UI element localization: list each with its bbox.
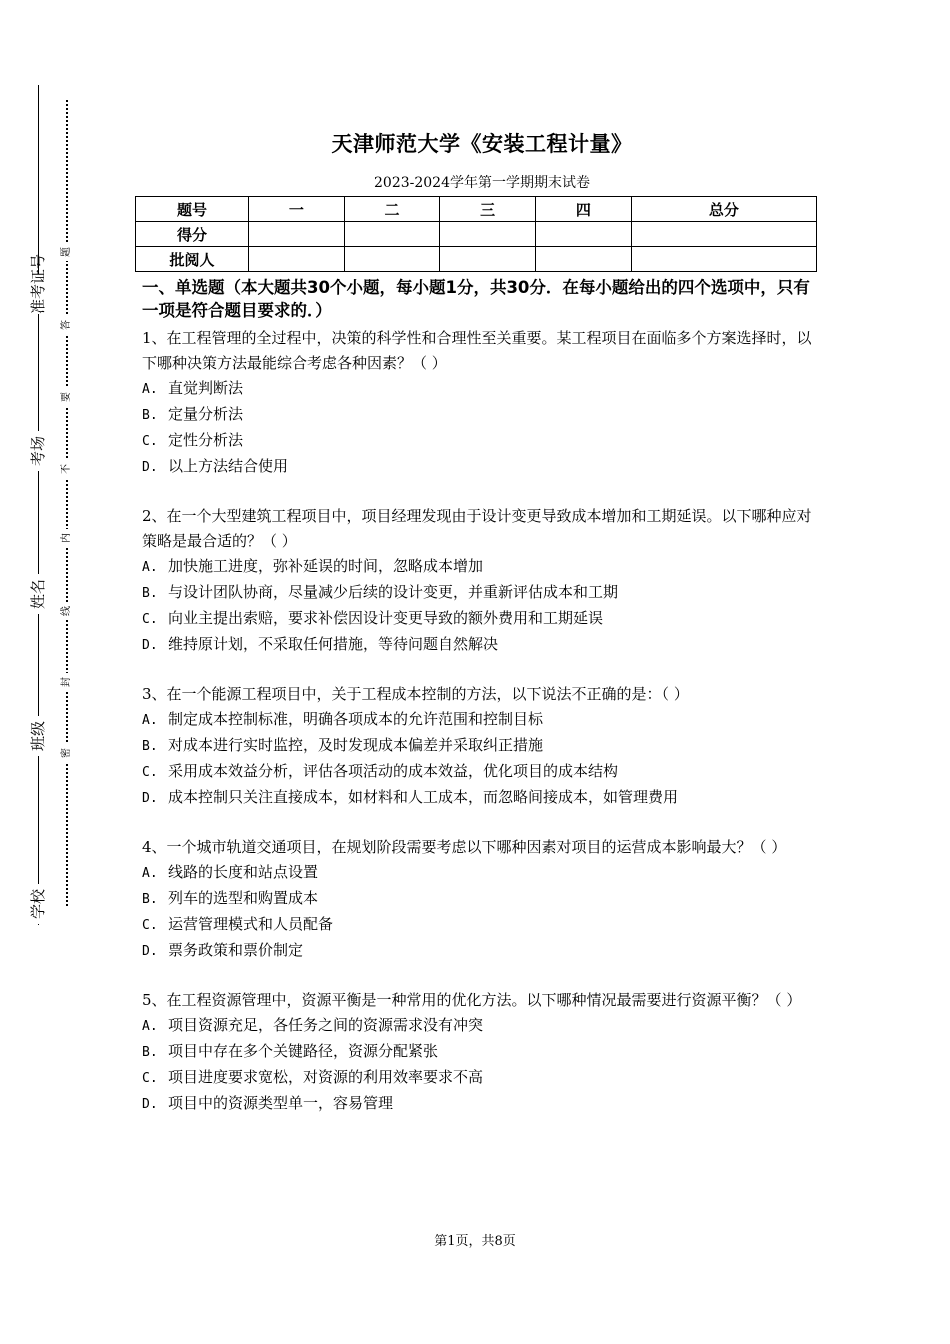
option-c[interactable] <box>142 759 822 785</box>
option-c[interactable] <box>142 1065 822 1091</box>
question-2 <box>142 504 822 658</box>
section-heading: 一、单选题（本大题共30个小题，每小题1分，共30分．在每小题给出的四个选项中，只有一项是符合题目要求的．） <box>142 278 810 320</box>
score-col-header: 题号 <box>136 197 249 222</box>
option-d[interactable] <box>142 938 822 964</box>
score-cell <box>631 247 816 272</box>
option-text: 成本控制只关注直接成本，如材料和人工成本，而忽略间接成本，如管理费用 <box>168 788 679 806</box>
option-text: 与设计团队协商，尽量减少后续的设计变更，并重新评估成本和工期 <box>168 583 619 601</box>
option-letter: C. <box>142 765 158 780</box>
option-text: 线路的长度和站点设置 <box>168 863 319 881</box>
option-a[interactable] <box>142 707 822 733</box>
question-stem: 2、在一个大型建筑工程项目中，项目经理发现由于设计变更导致成本增加和工期延误。以下哪种应对策略是最合适的？（ ） <box>142 507 812 550</box>
option-text: 项目中存在多个关键路径，资源分配紧张 <box>168 1042 439 1060</box>
option-letter: D. <box>142 460 158 475</box>
option-letter: A. <box>142 866 158 881</box>
option-b[interactable] <box>142 402 822 428</box>
option-c[interactable] <box>142 428 822 454</box>
score-cell <box>440 222 536 247</box>
seal-char: 线 <box>58 602 76 620</box>
exam-subtitle: 2023-2024学年第一学期期末试卷 <box>374 175 590 191</box>
question-3 <box>142 682 822 811</box>
binding-margin <box>0 0 110 1344</box>
option-text: 运营管理模式和人员配备 <box>168 915 334 933</box>
option-text: 定性分析法 <box>168 431 244 449</box>
option-d[interactable] <box>142 1091 822 1117</box>
score-col-header: 总分 <box>631 197 816 222</box>
option-text: 以上方法结合使用 <box>168 457 289 475</box>
question-1 <box>142 326 822 480</box>
score-row-label: 得分 <box>136 222 249 247</box>
option-letter: C. <box>142 434 158 449</box>
option-b[interactable] <box>142 1039 822 1065</box>
label-class: 班级 <box>27 716 49 756</box>
label-exam-room: 考场 <box>27 431 49 471</box>
option-text: 项目资源充足，各任务之间的资源需求没有冲突 <box>168 1016 484 1034</box>
option-text: 定量分析法 <box>168 405 244 423</box>
page-footer: 第1页，共8页 <box>434 1234 516 1249</box>
option-d[interactable] <box>142 632 822 658</box>
seal-char: 内 <box>58 529 76 547</box>
option-letter: B. <box>142 408 158 423</box>
score-cell <box>344 247 440 272</box>
option-letter: C. <box>142 1071 158 1086</box>
option-letter: B. <box>142 586 158 601</box>
score-table-row <box>136 247 817 272</box>
option-c[interactable] <box>142 912 822 938</box>
option-letter: D. <box>142 944 158 959</box>
score-col-header: 三 <box>440 197 536 222</box>
question-stem: 5、在工程资源管理中，资源平衡是一种常用的优化方法。以下哪种情况最需要进行资源平衡？（ ） <box>142 991 802 1009</box>
question-stem: 3、在一个能源工程项目中，关于工程成本控制的方法，以下说法不正确的是：（ ） <box>142 685 689 703</box>
option-a[interactable] <box>142 376 822 402</box>
question-stem: 4、一个城市轨道交通项目，在规划阶段需要考虑以下哪种因素对项目的运营成本影响最大？（ ） <box>142 838 787 856</box>
option-text: 向业主提出索赔，要求补偿因设计变更导致的额外费用和工期延误 <box>168 609 604 627</box>
question-5 <box>142 988 822 1117</box>
score-cell <box>536 222 632 247</box>
option-text: 对成本进行实时监控，及时发现成本偏差并采取纠正措施 <box>168 736 544 754</box>
option-text: 项目进度要求宽松，对资源的利用效率要求不高 <box>168 1068 484 1086</box>
seal-char: 题 <box>58 243 76 261</box>
score-col-header: 一 <box>249 197 345 222</box>
seal-char: 要 <box>58 388 76 406</box>
option-letter: B. <box>142 739 158 754</box>
score-cell <box>440 247 536 272</box>
label-exam-id: 准考证号 <box>29 253 47 314</box>
option-letter: B. <box>142 1045 158 1060</box>
option-letter: A. <box>142 1019 158 1034</box>
seal-char: 答 <box>58 316 76 334</box>
option-letter: A. <box>142 560 158 575</box>
option-letter: D. <box>142 1097 158 1112</box>
option-text: 加快施工进度，弥补延误的时间，忽略成本增加 <box>168 557 484 575</box>
binding-solid-line <box>38 85 39 925</box>
score-cell <box>249 222 345 247</box>
option-text: 直觉判断法 <box>168 379 244 397</box>
score-cell <box>249 247 345 272</box>
score-row-label: 批阅人 <box>136 247 249 272</box>
option-letter: A. <box>142 382 158 397</box>
option-text: 列车的选型和购置成本 <box>168 889 319 907</box>
option-letter: C. <box>142 918 158 933</box>
option-text: 项目中的资源类型单一，容易管理 <box>168 1094 394 1112</box>
option-b[interactable] <box>142 580 822 606</box>
score-cell <box>631 222 816 247</box>
option-text: 制定成本控制标准，明确各项成本的允许范围和控制目标 <box>168 710 544 728</box>
binding-dotted-line <box>66 100 68 906</box>
score-cell <box>536 247 632 272</box>
option-a[interactable] <box>142 1013 822 1039</box>
option-d[interactable] <box>142 785 822 811</box>
option-letter: B. <box>142 892 158 907</box>
option-d[interactable] <box>142 454 822 480</box>
option-letter: A. <box>142 713 158 728</box>
exam-content <box>142 128 822 1141</box>
option-a[interactable] <box>142 554 822 580</box>
option-text: 维持原计划，不采取任何措施，等待问题自然解决 <box>168 635 499 653</box>
label-school: 学校 <box>27 884 49 924</box>
label-name: 姓名 <box>27 574 49 614</box>
question-stem: 1、在工程管理的全过程中，决策的科学性和合理性至关重要。某工程项目在面临多个方案选择时，以下哪种决策方法最能综合考虑各种因素？（ ） <box>142 329 812 372</box>
score-table-header-row <box>136 197 817 222</box>
score-table-row <box>136 222 817 247</box>
exam-title: 天津师范大学《安装工程计量》 <box>331 132 633 156</box>
option-a[interactable] <box>142 860 822 886</box>
score-table <box>135 196 817 272</box>
option-b[interactable] <box>142 733 822 759</box>
score-col-header: 四 <box>536 197 632 222</box>
option-b[interactable] <box>142 886 822 912</box>
score-cell <box>344 222 440 247</box>
score-col-header: 二 <box>344 197 440 222</box>
option-letter: C. <box>142 612 158 627</box>
option-letter: D. <box>142 638 158 653</box>
seal-char: 密 <box>58 744 76 762</box>
seal-char: 封 <box>58 673 76 691</box>
question-4 <box>142 835 822 964</box>
option-text: 票务政策和票价制定 <box>168 941 304 959</box>
option-letter: D. <box>142 791 158 806</box>
seal-char: 不 <box>58 460 76 478</box>
option-c[interactable] <box>142 606 822 632</box>
option-text: 采用成本效益分析，评估各项活动的成本效益，优化项目的成本结构 <box>168 762 619 780</box>
